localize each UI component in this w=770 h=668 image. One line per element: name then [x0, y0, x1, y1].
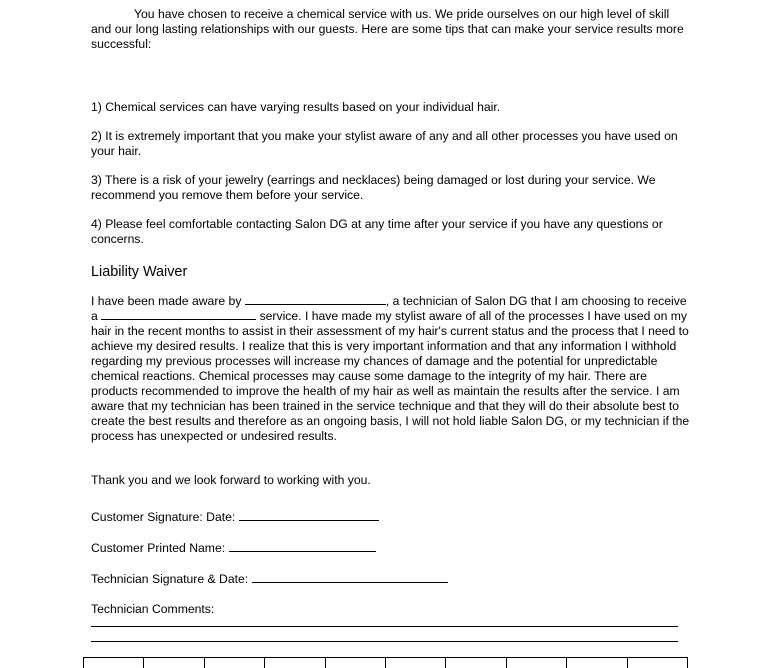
technician-signature-label: Technician Signature & Date:	[91, 572, 249, 586]
technician-signature-field[interactable]	[252, 571, 448, 583]
waiver-heading: Liability Waiver	[91, 264, 188, 280]
waiver-text-part1: I have been made aware by	[91, 294, 242, 308]
bottom-table	[83, 657, 688, 668]
document-page	[91, 7, 691, 617]
technician-name-blank[interactable]	[245, 294, 386, 305]
customer-signature-row	[91, 509, 691, 525]
waiver-text-part2: , a technician of Salon DG that I am choosing to receive a	[91, 294, 687, 323]
comment-line-1[interactable]	[91, 626, 678, 627]
technician-comments-label: Technician Comments:	[91, 602, 215, 616]
technician-signature-row	[91, 571, 691, 587]
tip-1: 1) Chemical services can have varying results based on your individual hair.	[91, 100, 501, 114]
tip-4: 4) Please feel comfortable contacting Salon DG at any time after your service if you have any questions or concerns.	[91, 217, 663, 246]
waiver-paragraph	[91, 294, 691, 444]
service-name-blank[interactable]	[101, 309, 256, 320]
customer-signature-field[interactable]	[239, 509, 379, 521]
tip-3: 3) There is a risk of your jewelry (earrings and necklaces) being damaged or lost during your service. We recommend you remove them before your service.	[91, 173, 656, 202]
customer-signature-label: Customer Signature: Date:	[91, 510, 236, 524]
customer-printed-name-label: Customer Printed Name:	[91, 541, 226, 555]
tip-2: 2) It is extremely important that you make your stylist aware of any and all other processes you have used on your hair.	[91, 129, 678, 158]
intro-paragraph: You have chosen to receive a chemical service with us. We pride ourselves on our high level of skill and our long lasting relationships with our guests. Here are some tips that can make your service results more successful:	[91, 7, 684, 51]
comment-line-2[interactable]	[91, 641, 678, 642]
waiver-text-part3: service. I have made my stylist aware of all of the processes I have used on my hair in the recent months to assist in their assessment of my hair's current status and the process that I need to achieve my desired results. I realize that this is very important information and that any information I withhold regarding my previous processes will increase my chances of damage and the potential for unpredictable chemical reactions. Chemical processes may cause some damage to the integrity of my hair. There are products recommended to improve the health of my hair as well as maintain the results after the service. I am aware that my technician has been trained in the service technique and that they will do their absolute best to create the best results and therefore as an ongoing basis, I will not hold liable Salon DG, or my technician if the process has unexpected or undesired results.	[91, 309, 690, 443]
customer-printed-name-row	[91, 540, 691, 556]
technician-comments-row	[91, 602, 691, 617]
thanks-line: Thank you and we look forward to working with you.	[91, 473, 371, 487]
customer-printed-name-field[interactable]	[229, 540, 376, 552]
